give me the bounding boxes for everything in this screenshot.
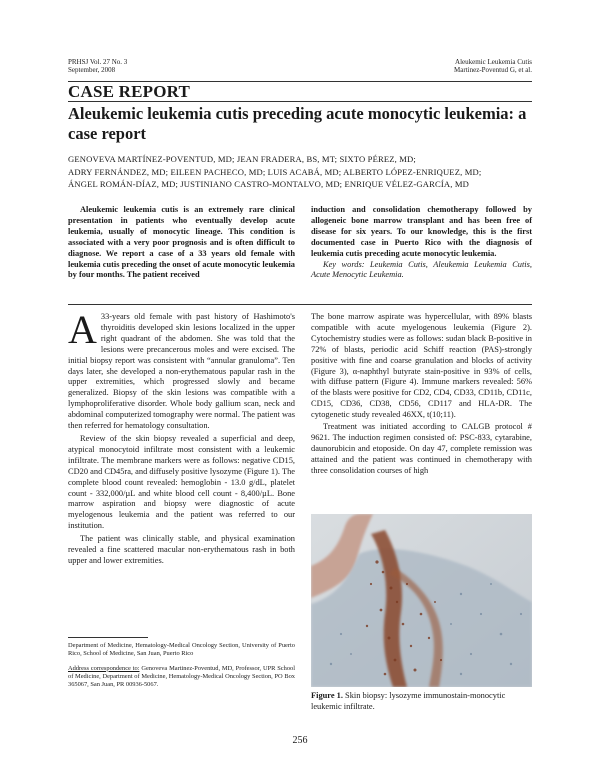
drop-cap: A <box>68 307 97 352</box>
paragraph-text: 33-years old female with past history of Hashimoto's thyroiditis developed skin lesions localized in the upper right quadrant of the abdomen. She was told that the lesions were precancerous moles and were excised. The initial biopsy report was consistent with “annular granuloma”. Ten days later, she developed a non-erythematous papular rash in the upper extremities, which progressed slowly and became generalized. Biopsy of the skin lesions was compatible with a lymphoproliferative disorder. Whole body gallium scan, neck and abdominal computerized tomography were normal. The patient was then referred for hematology consultation. <box>68 312 295 431</box>
author-line: ÁNGEL ROMÁN-DÍAZ, MD; JUSTINIANO CASTRO-MONTALVO, MD; ENRIQUE VÉLEZ-GARCÍA, MD <box>68 179 469 189</box>
body-column-left <box>68 307 295 569</box>
body-paragraph: Review of the skin biopsy revealed a superficial and deep, atypical monocytoid infiltrate most consistent with a leukemic infiltrate. The membrane markers were as follows: negative CD15, CD20 and CD45ra, and diffusely positive lysozyme (Figure 1). The complete blood count revealed: hemoglobin - 13.0 g/dL, platelet count - 332,000/µL and white blood cell count - 8,400/µL. Bone marrow aspiration and biopsy were diagnostic of acute myelogenous leukemia and the patient was referred to our institution. <box>68 433 295 531</box>
figure-caption <box>311 691 532 712</box>
running-header-left <box>68 58 127 74</box>
kicker-rule <box>68 101 532 102</box>
abstract-text-left: Aleukemic leukemia cutis is an extremely rare clinical presentation in patients who eventually develop acute leukemia, usually of monocytic lineage. This condition is associated with a very poor prognosis and is often difficult to diagnose. We report a case of a 33 years old female with leukemia cutis preceding the onset of acute monocytic leukemia by four months. The patient received <box>68 205 295 280</box>
correspondence-label: Address correspondence to: <box>68 664 140 672</box>
running-header-right <box>454 58 532 74</box>
affiliation-note: Department of Medicine, Hematology-Medical Oncology Section, University of Puerto Rico, School of Medicine, San Juan, Puerto Rico <box>68 642 295 658</box>
abstract-left <box>68 205 295 281</box>
body-paragraph <box>68 307 295 432</box>
keywords: Key words: Leukemia Cutis, Aleukemia Leukemia Cutis, Acute Menocytic Leukemia. <box>311 259 532 280</box>
body-paragraph: The patient was clinically stable, and physical examination revealed a fine scattered macular non-erythematous rash in both upper and lower extremities. <box>68 534 295 565</box>
journal-volume: PRHSJ Vol. 27 No. 3 <box>68 58 128 66</box>
footnotes <box>68 642 295 695</box>
correspondence-note <box>68 665 295 690</box>
footnote-rule <box>68 637 148 638</box>
body-column-right <box>311 312 532 478</box>
section-kicker: CASE REPORT <box>68 82 191 101</box>
author-line: ADRY FERNÁNDEZ, MD; EILEEN PACHECO, MD; LUIS ACABÁ, MD; ALBERTO LÓPEZ-ENRIQUEZ, MD; <box>68 166 482 177</box>
author-list <box>68 153 538 191</box>
running-authors: Martinez-Poventud G, et al. <box>454 66 532 74</box>
article-title: Aleukemic leukemia cutis preceding acute monocytic leukemia: a case report <box>68 104 527 143</box>
author-line: GENOVEVA MARTÍNEZ-POVENTUD, MD; JEAN FRADERA, BS, MT; SIXTO PÉREZ, MD; <box>68 154 416 164</box>
figure-caption-text: Skin biopsy: lysozyme immunostain-monocytic leukemic infiltrate. <box>311 691 506 711</box>
journal-date: September, 2008 <box>68 66 116 74</box>
running-title: Aleukemic Leukemia Cutis <box>455 58 532 66</box>
body-paragraph: The bone marrow aspirate was hypercellular, with 89% blasts compatible with acute myelogenous leukemia (Figure 2). Cytochemistry studies were as follows: sudan black B-positive in 72% of blasts, periodic acid Schiff reaction (PAS)-strongly positive with fine and coarse granulation and blocks of activity (Figure 3), α-naphthyl butyrate stain-positive in 93% of cells, with diffuse pattern (Figure 4). Immune markers revealed: 56% of the blasts were positive for CD2, CD4, CD33, CD11b, CD11c, CD15, CD36, CD38, CD56, CD117 and HLA-DR. The cytogenetic study revealed 46XX, t(10;11). <box>311 312 532 420</box>
correspondence-text: Genoveva Martinez-Poventud, MD, Professor, UPR School of Medicine, Department of Medicine, Hematology-Medical Oncology Section, PO Box 365067, San Juan, PR 00936-5067. <box>68 664 295 689</box>
page-number: 256 <box>292 735 308 746</box>
figure-label: Figure 1. <box>311 691 343 700</box>
body-paragraph: Treatment was initiated according to CALGB protocol # 9621. The induction regimen consisted of: PSC-833, cytarabine, daunorubicin and etoposide. On day 47, complete remission was attained and the patient was continued in chemotherapy with three consolidation courses of high <box>311 422 532 475</box>
figure-1-micrograph <box>311 514 532 687</box>
abstract-rule <box>68 304 532 305</box>
abstract-right <box>311 205 532 281</box>
abstract-text-right: induction and consolidation chemotherapy followed by allogeneic bone marrow transplant and has been free of disease for six years. To our knowledge, this is the first documented case in Puerto Rico with the diagnosis of leukemia cutis preceding acute monocytic leukemia. <box>311 205 532 258</box>
